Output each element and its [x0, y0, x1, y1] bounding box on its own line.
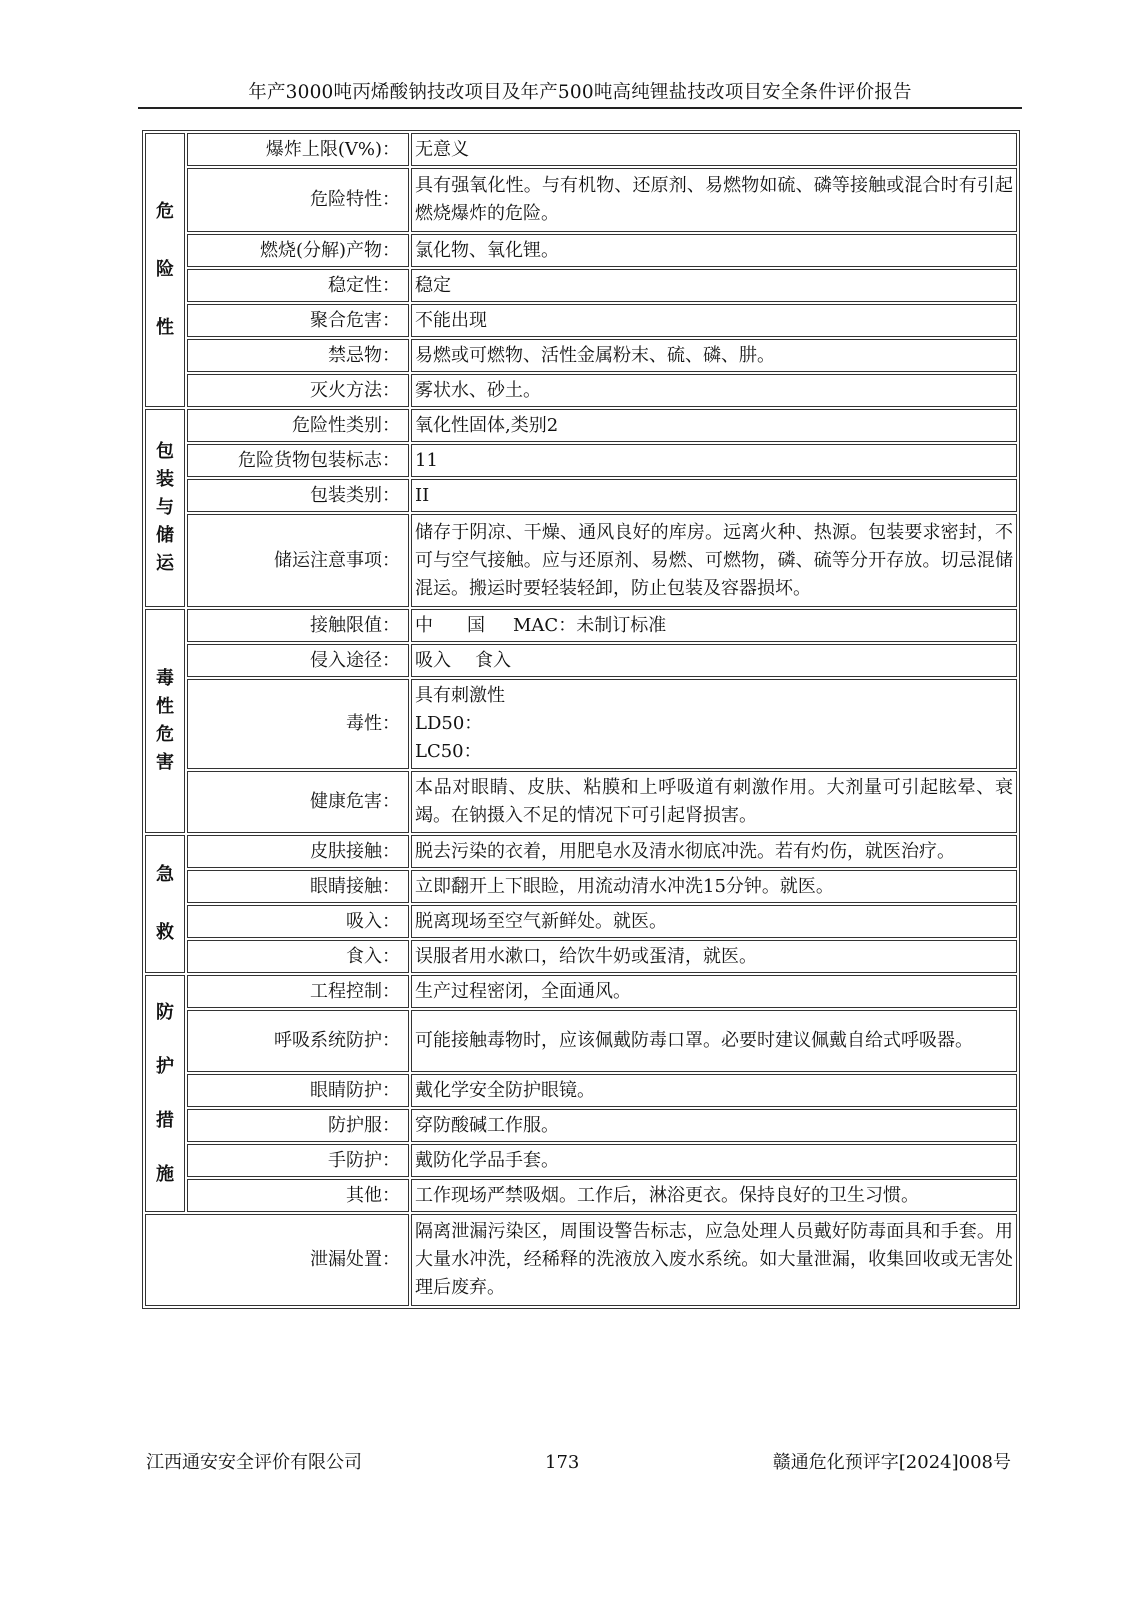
row-value: 戴防化学品手套。 [411, 1144, 1017, 1177]
row-value: 戴化学安全防护眼镜。 [411, 1074, 1017, 1107]
row-label: 禁忌物： [187, 339, 409, 372]
row-label: 稳定性： [187, 269, 409, 302]
row-label: 包装类别： [187, 479, 409, 512]
table-row [145, 644, 1017, 677]
row-label: 爆炸上限(V%)： [187, 133, 409, 166]
row-value: 易燃或可燃物、活性金属粉末、硫、磷、肼。 [411, 339, 1017, 372]
table-row [145, 975, 1017, 1008]
section-protection: 防 护 措 施 [145, 975, 185, 1212]
row-label: 毒性： [187, 679, 409, 769]
table-row [145, 1109, 1017, 1142]
table-row [145, 514, 1017, 607]
table-row [145, 940, 1017, 973]
section-hazard: 危 险 性 [145, 133, 185, 407]
footer-document-number: 赣通危化预评字[2024]008号 [772, 1452, 1011, 1473]
row-label: 吸入： [187, 905, 409, 938]
section-package-storage: 包 装 与 储 运 [145, 409, 185, 607]
row-value: 可能接触毒物时，应该佩戴防毒口罩。必要时建议佩戴自给式呼吸器。 [411, 1010, 1017, 1072]
row-value: 立即翻开上下眼睑，用流动清水冲洗15分钟。就医。 [411, 870, 1017, 903]
table-row [145, 479, 1017, 512]
row-value: 无意义 [411, 133, 1017, 166]
row-value: 氧化性固体,类别2 [411, 409, 1017, 442]
row-value: 雾状水、砂土。 [411, 374, 1017, 407]
row-label: 眼睛接触： [187, 870, 409, 903]
row-label: 皮肤接触： [187, 835, 409, 868]
msds-table [142, 130, 1020, 1309]
table-row [145, 409, 1017, 442]
row-label: 泄漏处置： [145, 1214, 409, 1306]
table-row [145, 133, 1017, 166]
row-value: 中 国 MAC：未制订标准 [411, 609, 1017, 642]
row-label: 呼吸系统防护： [187, 1010, 409, 1072]
table-row [145, 771, 1017, 833]
row-label: 聚合危害： [187, 304, 409, 337]
section-toxicity: 毒 性 危 害 [145, 609, 185, 833]
row-value: 脱离现场至空气新鲜处。就医。 [411, 905, 1017, 938]
row-label: 健康危害： [187, 771, 409, 833]
row-label: 灭火方法： [187, 374, 409, 407]
table-row [145, 1010, 1017, 1072]
row-value: 穿防酸碱工作服。 [411, 1109, 1017, 1142]
row-label: 防护服： [187, 1109, 409, 1142]
row-label: 接触限值： [187, 609, 409, 642]
row-value: 具有强氧化性。与有机物、还原剂、易燃物如硫、磷等接触或混合时有引起燃烧爆炸的危险。 [411, 168, 1017, 232]
table-row [145, 269, 1017, 302]
row-label: 眼睛防护： [187, 1074, 409, 1107]
table-row [145, 234, 1017, 267]
row-value: 具有刺激性 LD50： LC50： [411, 679, 1017, 769]
row-label: 手防护： [187, 1144, 409, 1177]
row-label: 危险货物包装标志： [187, 444, 409, 477]
table-row [145, 1144, 1017, 1177]
row-value: 氯化物、氧化锂。 [411, 234, 1017, 267]
table-row [145, 374, 1017, 407]
row-value: 本品对眼睛、皮肤、粘膜和上呼吸道有刺激作用。大剂量可引起眩晕、衰竭。在钠摄入不足的情况下可引起肾损害。 [411, 771, 1017, 833]
table-row [145, 304, 1017, 337]
page-header-title: 年产3000吨丙烯酸钠技改项目及年产500吨高纯锂盐技改项目安全条件评价报告 [248, 82, 912, 103]
row-label: 危险性类别： [187, 409, 409, 442]
table-row [145, 609, 1017, 642]
row-value: 不能出现 [411, 304, 1017, 337]
row-label: 其他： [187, 1179, 409, 1212]
table-row [145, 835, 1017, 868]
row-value: 工作现场严禁吸烟。工作后，淋浴更衣。保持良好的卫生习惯。 [411, 1179, 1017, 1212]
table-row [145, 339, 1017, 372]
row-value: II [411, 479, 1017, 512]
row-label: 储运注意事项： [187, 514, 409, 607]
table-row [145, 1179, 1017, 1212]
row-value: 脱去污染的衣着，用肥皂水及清水彻底冲洗。若有灼伤，就医治疗。 [411, 835, 1017, 868]
row-value: 误服者用水漱口，给饮牛奶或蛋清，就医。 [411, 940, 1017, 973]
row-value: 11 [411, 444, 1017, 477]
section-first-aid: 急 救 [145, 835, 185, 973]
table-row [145, 679, 1017, 769]
row-label: 侵入途径： [187, 644, 409, 677]
row-label: 危险特性： [187, 168, 409, 232]
footer-company: 江西通安安全评价有限公司 [146, 1452, 362, 1473]
row-value: 生产过程密闭，全面通风。 [411, 975, 1017, 1008]
row-value: 隔离泄漏污染区，周围设警告标志，应急处理人员戴好防毒面具和手套。用大量水冲洗，经稀释的洗液放入废水系统。如大量泄漏，收集回收或无害处理后废弃。 [411, 1214, 1017, 1306]
table-row [145, 168, 1017, 232]
table-row [145, 444, 1017, 477]
table-row [145, 1074, 1017, 1107]
table-row [145, 905, 1017, 938]
footer-page-number: 173 [545, 1452, 580, 1473]
row-value: 稳定 [411, 269, 1017, 302]
table-row [145, 1214, 1017, 1306]
table-row [145, 870, 1017, 903]
row-value: 吸入 食入 [411, 644, 1017, 677]
row-value: 储存于阴凉、干燥、通风良好的库房。远离火种、热源。包装要求密封，不可与空气接触。应与还原剂、易燃、可燃物，磷、硫等分开存放。切忌混储混运。搬运时要轻装轻卸，防止包装及容器损坏。 [411, 514, 1017, 607]
header-divider [138, 107, 1022, 109]
row-label: 工程控制： [187, 975, 409, 1008]
row-label: 燃烧(分解)产物： [187, 234, 409, 267]
row-label: 食入： [187, 940, 409, 973]
